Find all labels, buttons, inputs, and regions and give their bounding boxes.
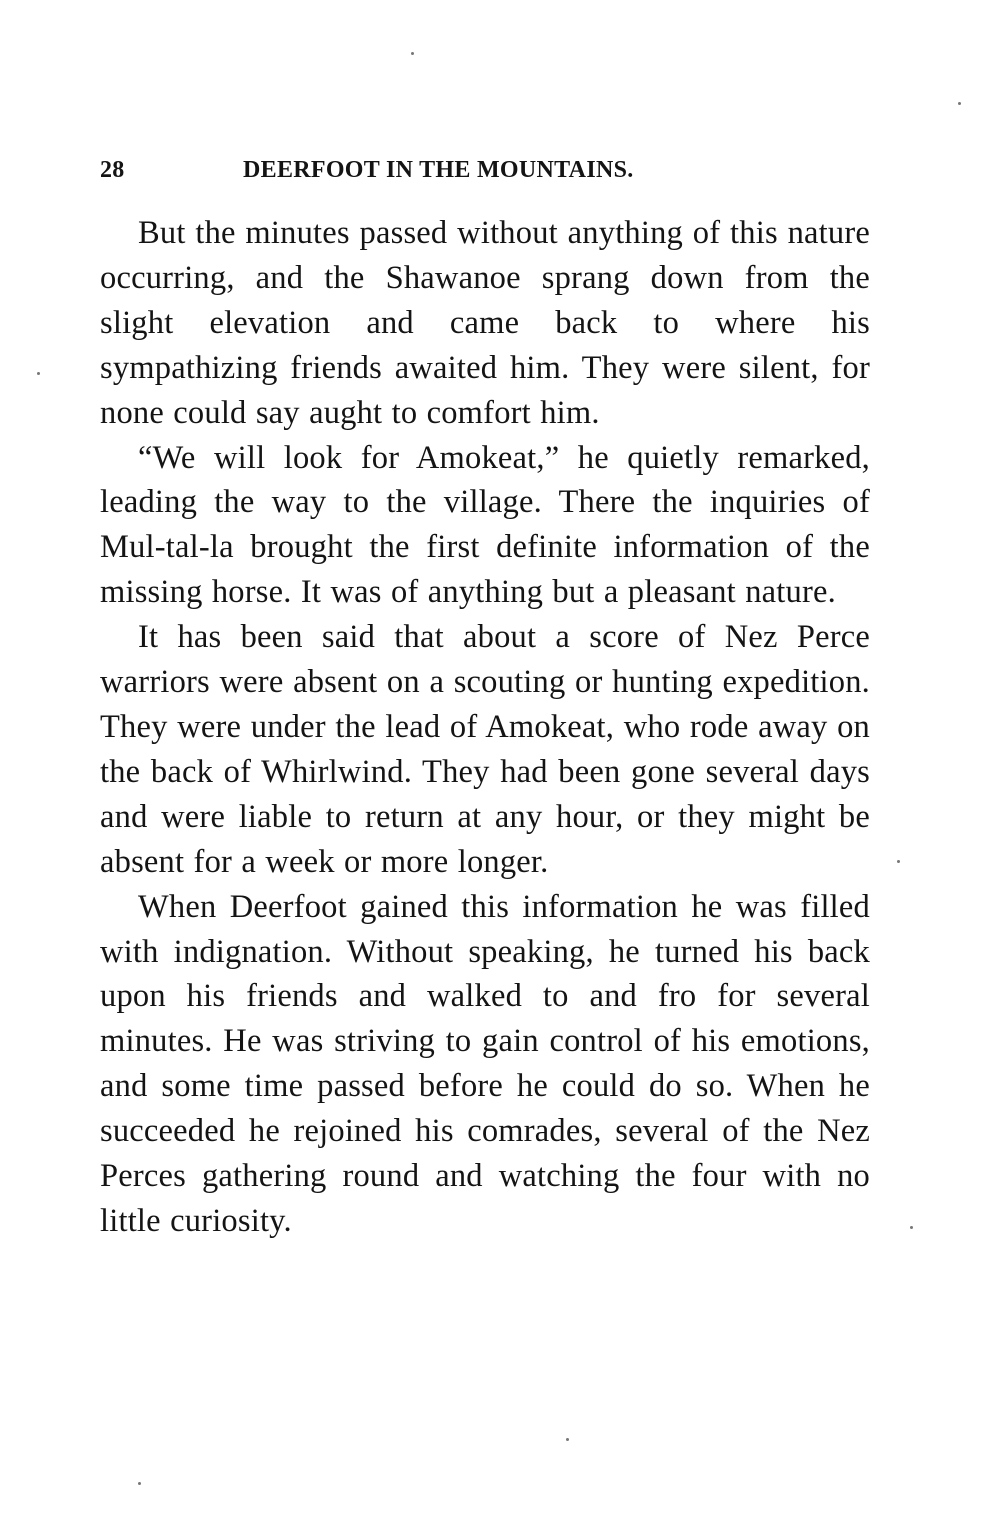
scan-speck [566, 1438, 569, 1441]
scan-speck [411, 52, 414, 55]
scan-speck [897, 860, 900, 863]
page-number: 28 [100, 157, 125, 183]
running-head [100, 153, 870, 187]
paragraph: It has been said that about a score of Nez Perce warriors were absent on a scouting or hunting expedition. They were under the lead of Amokeat, who rode away on the back of Whirlwind. They had been gone several days and were liable to return at any hour, or they might be absent for a week or more longer. [100, 619, 870, 880]
body-text [100, 211, 870, 1244]
paragraph: When Deerfoot gained this information he was filled with indignation. Without speaking, he turned his back upon his friends and walked to and fro for several minutes. He was striving to gain control of his emotions, and some time passed before he could do so. When he succeeded he rejoined his comrades, several of the Nez Perces gathering round and watching the four with no little curiosity. [100, 888, 870, 1239]
running-title: DEERFOOT IN THE MOUNTAINS. [243, 157, 634, 183]
scan-speck [37, 372, 40, 375]
paragraph: But the minutes passed without anything of this nature occurring, and the Shawanoe sprang down from the slight elevation and came back to where his sympathizing friends awaited him. They were silent, for none could say aught to comfort him. [100, 215, 870, 431]
scan-speck [958, 102, 961, 105]
scan-speck [138, 1482, 141, 1485]
paragraph: “We will look for Amokeat,” he quietly remarked, leading the way to the village. There the inquiries of Mul-tal-la brought the first definite information of the missing horse. It was of anything but a pleasant nature. [100, 439, 870, 611]
scan-speck [910, 1226, 913, 1229]
